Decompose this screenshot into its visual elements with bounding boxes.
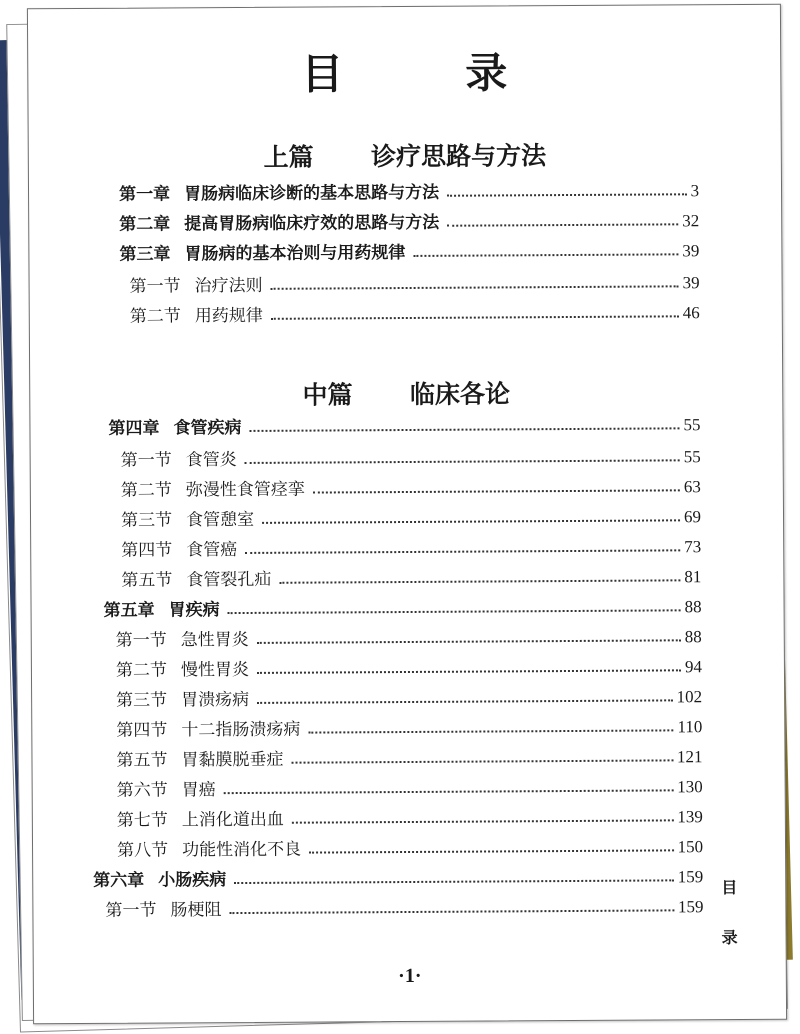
dot-leader [229, 909, 674, 914]
toc-entry-number: 第六节 [116, 780, 168, 801]
toc-entry-title: 胃疾病 [168, 600, 220, 621]
dot-leader [447, 223, 678, 226]
toc-entry-title: 用药规律 [194, 305, 263, 327]
toc-entry-number: 第二节 [120, 480, 172, 501]
toc-entry-number: 第二章 [119, 214, 171, 235]
toc-entry-label [119, 178, 439, 205]
toc-entry-number: 第四章 [108, 418, 160, 439]
part-heading-2 [30, 373, 782, 414]
dot-leader [309, 849, 674, 853]
toc-entry-page: 150 [677, 837, 704, 857]
toc-entry-label [116, 745, 283, 771]
toc-section-row [116, 741, 702, 771]
dot-leader [257, 669, 681, 674]
toc-entry-title: 胃肠病的基本治则与用药规律 [184, 243, 406, 265]
toc-entry-number: 第三章 [119, 244, 171, 265]
toc-entry-label [116, 655, 249, 681]
toc-entry-page: 159 [677, 867, 704, 887]
toc-entry-label [119, 208, 439, 235]
toc-entry-title: 小肠疾病 [158, 870, 227, 891]
toc-entry-title: 治疗法则 [194, 275, 263, 297]
toc-entry-label [116, 685, 249, 711]
toc-entry-page: 102 [676, 687, 703, 707]
toc-entry-page: 88 [684, 597, 702, 617]
toc-entry-title: 胃肠病临床诊断的基本思路与方法 [183, 182, 440, 205]
toc-entry-page: 39 [682, 241, 700, 261]
toc-entry-page: 81 [684, 567, 702, 587]
dot-leader [279, 579, 680, 583]
side-label-2: 录 [721, 927, 738, 948]
toc-entry-number: 第一节 [129, 276, 181, 297]
part-heading-1 [29, 135, 781, 176]
toc-entry-number: 第五章 [103, 600, 155, 621]
part-title: 诊疗思路与方法 [370, 141, 547, 172]
toc-entry-label [93, 865, 226, 891]
toc-entry-page: 69 [683, 507, 702, 527]
toc-entry-number: 第一节 [120, 450, 172, 471]
part-title: 临床各论 [409, 379, 511, 409]
toc-entry-title: 弥漫性食管痉挛 [185, 479, 305, 501]
toc-entry-label [130, 271, 263, 297]
toc-entry-page: 110 [677, 717, 703, 737]
toc-entry-title: 食管憩室 [185, 509, 255, 531]
toc-chapter-row [119, 175, 699, 205]
toc-entry-label [121, 505, 254, 531]
toc-entry-page: 3 [690, 181, 700, 201]
toc-section-row [116, 681, 702, 711]
dot-leader [224, 789, 674, 794]
toc-entry-label [103, 595, 219, 621]
toc-entry-page: 94 [684, 657, 702, 677]
toc-entry-title: 胃癌 [181, 780, 216, 801]
toc-entry-title: 上消化道出血 [181, 809, 284, 831]
toc-entry-page: 159 [677, 897, 704, 917]
toc-entry-title: 肠梗阻 [170, 900, 222, 921]
toc-entry-title: 慢性胃炎 [180, 659, 250, 681]
toc-entry-label [119, 238, 405, 265]
toc-entry-number: 第三节 [116, 690, 168, 711]
toc-entry-label [105, 895, 221, 921]
toc-entry-label [108, 413, 241, 439]
toc-entry-number: 第八节 [116, 840, 169, 861]
toc-entry-title: 急性胃炎 [180, 629, 249, 651]
toc-section-row [116, 651, 702, 681]
toc-entry-number: 第五节 [116, 750, 168, 771]
toc-entry-page: 73 [684, 537, 702, 557]
toc-entry-number: 第一节 [105, 900, 157, 921]
dot-leader [249, 427, 679, 432]
dot-leader [262, 519, 680, 524]
toc-entry-page: 63 [683, 477, 701, 497]
toc-entry-title: 食管疾病 [173, 418, 242, 439]
toc-entry-label [116, 625, 249, 651]
toc-section-row [121, 441, 701, 471]
toc-entry-title: 十二指肠溃疡病 [181, 719, 301, 741]
dot-leader [313, 489, 680, 493]
toc-entry-label [130, 301, 263, 327]
toc-entry-number: 第四节 [121, 540, 173, 561]
toc-section-row [116, 621, 702, 651]
toc-entry-label [117, 835, 301, 861]
side-label-1: 目 [721, 877, 738, 898]
toc-page [27, 4, 787, 1025]
toc-entry-label [117, 775, 216, 801]
part-label: 中篇 [302, 380, 353, 410]
dot-leader [234, 879, 674, 884]
toc-section-row [116, 711, 702, 741]
toc-section-row [121, 471, 701, 501]
dot-leader [245, 459, 680, 464]
toc-entry-label [121, 535, 237, 561]
toc-entry-number: 第一节 [115, 630, 167, 651]
dot-leader [413, 253, 678, 257]
toc-chapter-row [119, 235, 699, 265]
toc-chapter-row [93, 861, 703, 891]
toc-entry-label [121, 445, 237, 471]
toc-section-row [130, 267, 700, 296]
dot-leader [271, 315, 679, 319]
toc-entry-number: 第四节 [116, 720, 168, 741]
toc-entry-page: 88 [684, 627, 702, 647]
toc-entry-page: 121 [676, 747, 703, 767]
toc-entry-title: 食管炎 [185, 450, 237, 471]
page-title: 目 录 [301, 48, 548, 99]
toc-entry-label [117, 805, 284, 831]
toc-entry-number: 第二节 [115, 660, 168, 681]
toc-entry-page: 55 [683, 415, 701, 435]
toc-entry-number: 第三节 [120, 510, 173, 531]
toc-entry-title: 提高胃肠病临床疗效的思路与方法 [184, 212, 440, 235]
toc-section-row [121, 561, 701, 591]
toc-entry-number: 第二节 [129, 306, 181, 327]
toc-section-row [117, 771, 703, 801]
toc-entry-page: 46 [682, 303, 700, 323]
toc-chapter-row [108, 409, 700, 439]
dot-leader [271, 285, 679, 289]
dot-leader [257, 639, 681, 644]
toc-section-row [130, 297, 700, 326]
toc-section-row [121, 501, 701, 531]
page-number: ·1· [398, 964, 422, 988]
toc-entry-label [121, 565, 271, 591]
toc-entry-number: 第一章 [118, 184, 171, 205]
toc-entry-title: 功能性消化不良 [181, 839, 302, 861]
toc-chapter-row [119, 205, 699, 235]
dot-leader [308, 729, 673, 733]
toc-entry-label [121, 475, 305, 501]
toc-entry-page: 39 [682, 273, 700, 293]
dot-leader [245, 549, 680, 554]
toc-section-row [105, 891, 703, 921]
dot-leader [228, 609, 681, 614]
toc-entry-page: 32 [682, 211, 700, 231]
dot-leader [292, 759, 674, 763]
toc-entry-page: 55 [683, 447, 701, 467]
toc-entry-page: 130 [677, 777, 703, 797]
toc-entry-title: 胃溃疡病 [181, 689, 250, 711]
toc-entry-number: 第七节 [116, 810, 168, 831]
dot-leader [257, 699, 673, 704]
toc-entry-number: 第五节 [121, 570, 173, 591]
toc-entry-title: 胃黏膜脱垂症 [181, 749, 284, 771]
part-label: 上篇 [263, 142, 314, 172]
dot-leader [292, 819, 674, 823]
toc-entry-title: 食管裂孔疝 [186, 569, 272, 591]
dot-leader [447, 193, 687, 196]
toc-entry-number: 第六章 [93, 870, 145, 891]
toc-chapter-row [103, 591, 701, 621]
toc-entry-title: 食管癌 [186, 540, 238, 561]
toc-entry-label [116, 715, 300, 741]
toc-section-row [117, 831, 703, 861]
toc-entry-page: 139 [677, 807, 703, 827]
toc-section-row [121, 531, 701, 561]
toc-section-row [117, 801, 703, 831]
